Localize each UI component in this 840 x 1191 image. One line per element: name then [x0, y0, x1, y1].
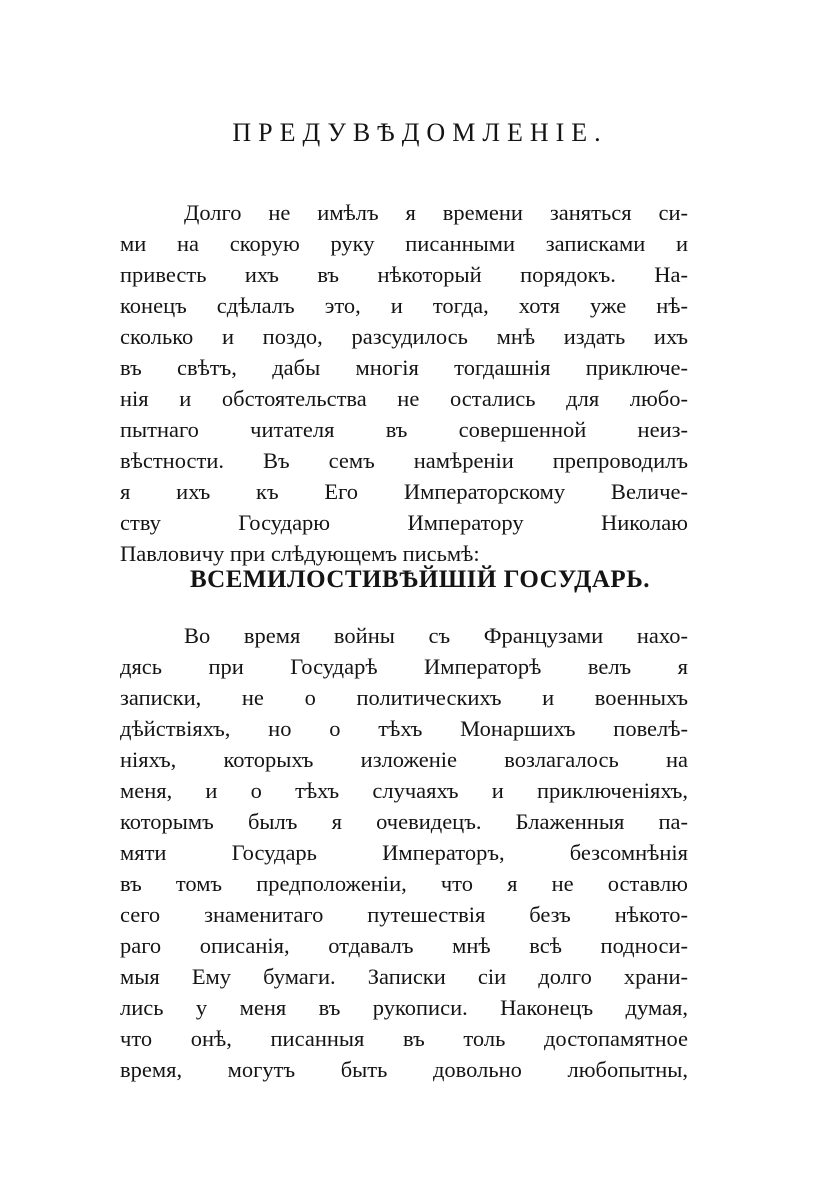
page-title: ПРЕДУВѢДОМЛЕНІЕ.	[232, 118, 608, 147]
text-line: ніяхъ, которыхъ изложеніе возлагалось на	[120, 747, 688, 772]
text-line: привесть ихъ въ нѣкоторый порядокъ. На-	[120, 262, 688, 287]
text-line: Во время войны съ Французами нахо-	[184, 623, 688, 648]
text-line: въ томъ предположеніи, что я не оставлю	[120, 871, 688, 896]
text-line: Павловичу при слѣдующемъ письмѣ:	[120, 541, 480, 566]
text-line: меня, и о тѣхъ случаяхъ и приключеніяхъ,	[120, 778, 688, 803]
text-line: сколько и поздо, разсудилось мнѣ издать ихъ	[120, 324, 688, 349]
text-line: ству Государю Императору Николаю	[120, 510, 688, 535]
paragraph-letter	[120, 620, 688, 1085]
text-line: ми на скорую руку писанными записками и	[120, 231, 688, 256]
text-line: которымъ былъ я очевидецъ. Блаженныя па-	[120, 809, 688, 834]
letter-salutation: ВСЕМИЛОСТИВѢЙШІЙ ГОСУДАРЬ.	[190, 566, 650, 593]
text-line: конецъ сдѣлалъ это, и тогда, хотя уже нѣ-	[120, 293, 688, 318]
text-line: пытнаго читателя въ совершенной неиз-	[120, 417, 688, 442]
text-line: лись у меня въ рукописи. Наконецъ думая,	[120, 995, 688, 1020]
text-line: вѣстности. Въ семъ намѣреніи препроводилъ	[120, 448, 688, 473]
text-line: мыя Ему бумаги. Записки сіи долго храни-	[120, 964, 688, 989]
text-line: дясь при Государѣ Императорѣ велъ я	[120, 654, 688, 679]
text-line: мяти Государь Императоръ, безсомнѣнія	[120, 840, 688, 865]
text-line: записки, не о политическихъ и военныхъ	[120, 685, 688, 710]
text-line: раго описанія, отдавалъ мнѣ всѣ подноси-	[120, 933, 688, 958]
text-line: въ свѣтъ, дабы многія тогдашнія приключе-	[120, 355, 688, 380]
text-line: нія и обстоятельства не остались для любо-	[120, 386, 688, 411]
text-line: время, могутъ быть довольно любопытны,	[120, 1057, 688, 1082]
text-line: я ихъ къ Его Императорскому Величе-	[120, 479, 688, 504]
text-line: что онѣ, писанныя въ толь достопамятное	[120, 1026, 688, 1051]
text-line: дѣйствіяхъ, но о тѣхъ Монаршихъ повелѣ-	[120, 716, 688, 741]
text-line: Долго не имѣлъ я времени заняться си-	[184, 200, 688, 225]
paragraph-preface	[120, 197, 688, 569]
text-line: сего знаменитаго путешествія безъ нѣкото-	[120, 902, 688, 927]
